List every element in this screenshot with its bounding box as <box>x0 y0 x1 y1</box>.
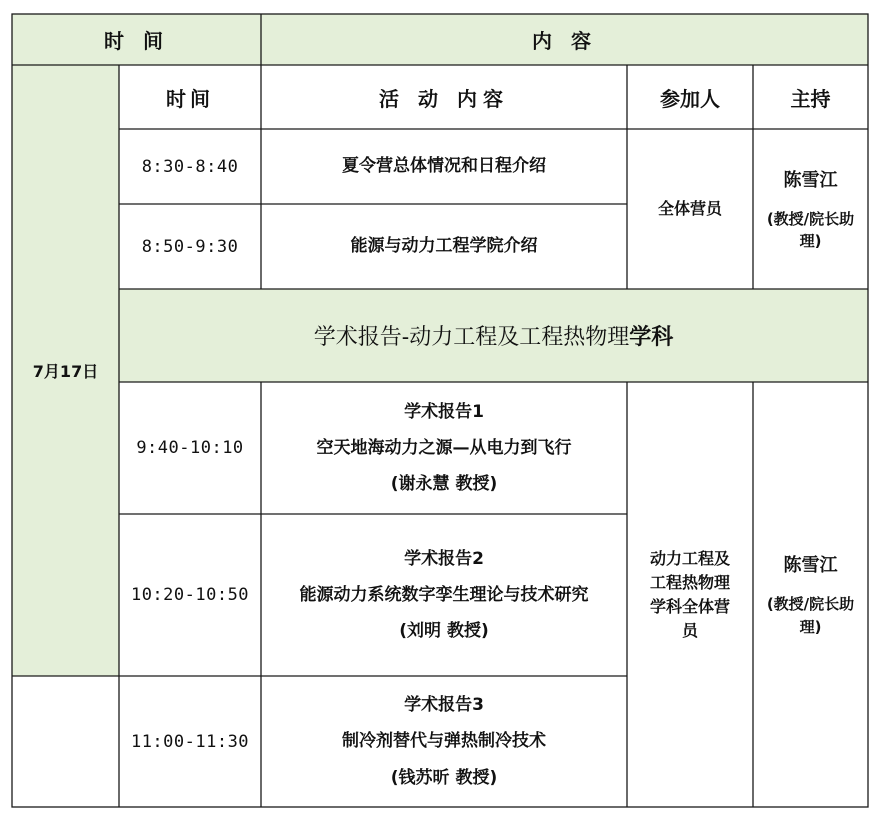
host-title: (教授/院长助理) <box>766 595 855 636</box>
host-name: 陈雪江 <box>783 169 838 191</box>
report-cell <box>261 382 627 514</box>
group2-participants <box>627 382 753 807</box>
host-title: (教授/院长助理) <box>766 209 855 250</box>
report-label: 学术报告2 <box>404 548 484 569</box>
subheader-host: 主持 <box>790 86 831 111</box>
group1-participants: 全体营员 <box>657 199 722 218</box>
row-activity: 能源与动力工程学院介绍 <box>350 236 538 257</box>
report-cell <box>261 514 627 676</box>
report-time: 9:40-10:10 <box>136 438 244 458</box>
subheader-participants: 参加人 <box>660 86 720 111</box>
participants-text: 动力工程及工程热物理学科全体营员 <box>649 548 730 640</box>
section-banner <box>119 289 868 382</box>
report-cell <box>261 676 627 807</box>
banner-title-bold: 学科 <box>629 325 674 350</box>
report-title: 空天地海动力之源—从电力到飞行 <box>316 437 572 458</box>
report-time: 10:20-10:50 <box>130 585 250 605</box>
banner-title: 学术报告-动力工程及工程热物理 <box>313 325 630 350</box>
row-activity: 夏令营总体情况和日程介绍 <box>342 156 546 177</box>
header-content: 内 容 <box>532 29 597 53</box>
report-title: 能源动力系统数字孪生理论与技术研究 <box>299 584 589 605</box>
report-speaker: (刘明 教授) <box>399 621 489 642</box>
report-speaker: (谢永慧 教授) <box>390 474 498 495</box>
report-speaker: (钱苏昕 教授) <box>390 767 498 788</box>
host-name: 陈雪江 <box>783 555 838 576</box>
subheader-time: 时间 <box>166 86 214 111</box>
date-cell: 7月17日 <box>32 362 99 381</box>
subheader-activity: 活 动 内容 <box>379 86 509 111</box>
report-title: 制冷剂替代与弹热制冷技术 <box>342 731 546 752</box>
row-time: 8:50-9:30 <box>141 236 239 257</box>
row-time: 8:30-8:40 <box>141 156 239 177</box>
header-time: 时 间 <box>104 29 169 53</box>
report-time: 11:00-11:30 <box>130 731 250 752</box>
group2-host <box>753 382 868 807</box>
group1-host <box>753 129 868 289</box>
report-label: 学术报告3 <box>404 695 484 716</box>
report-label: 学术报告1 <box>404 401 484 422</box>
